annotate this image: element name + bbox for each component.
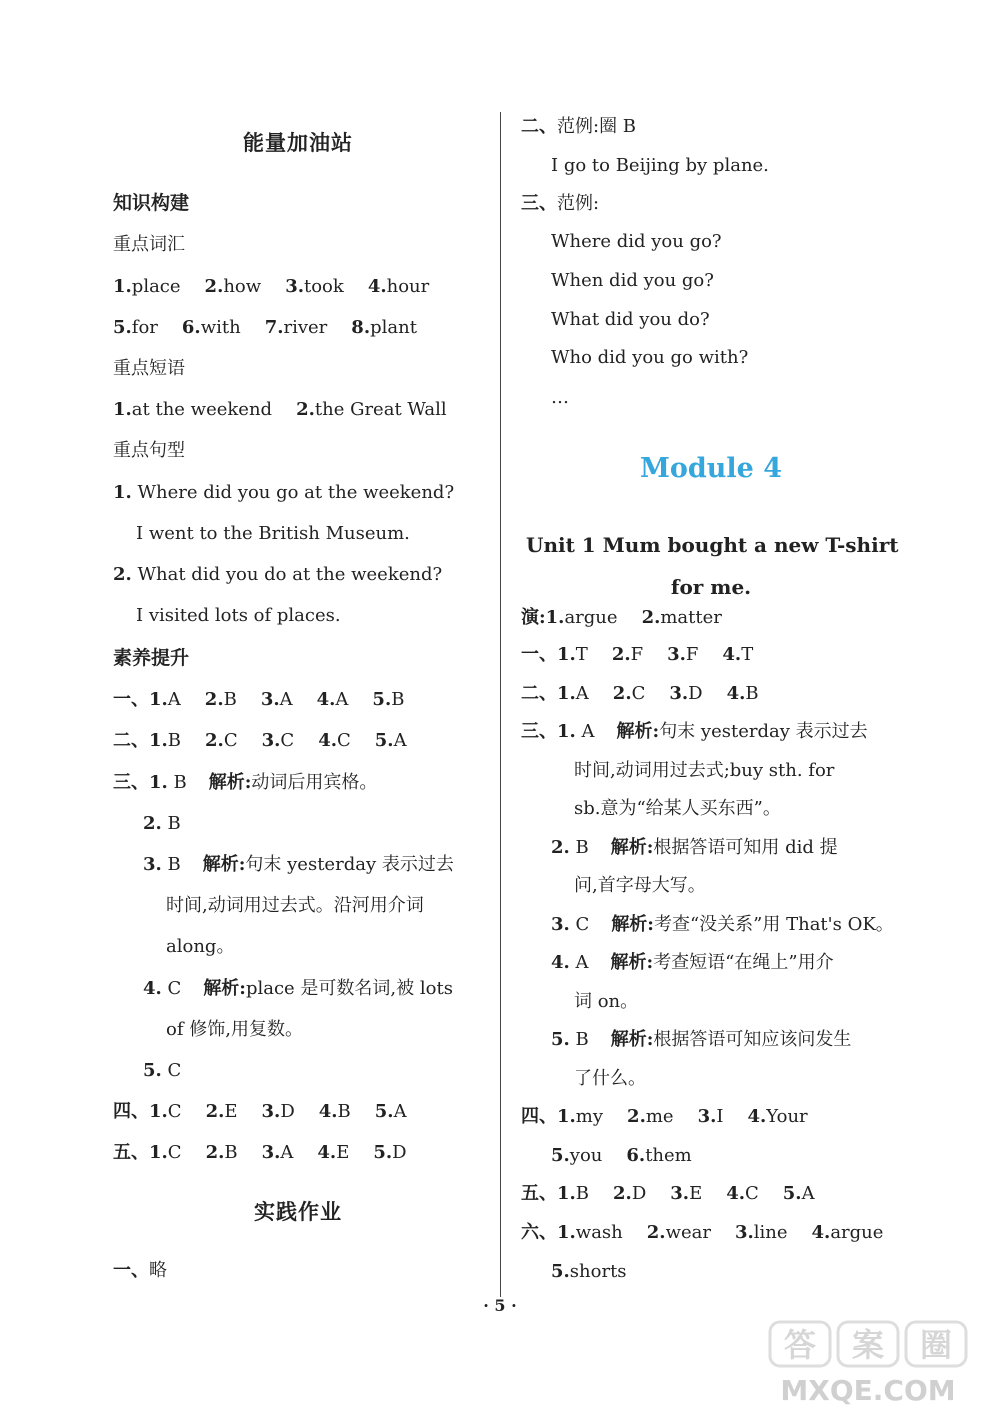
answer-item: 2.F <box>611 644 644 665</box>
answers-part-4: 四、1.C 2.E 3.D 4.B 5.A <box>113 1101 407 1122</box>
answer-item: 1.argue <box>545 607 618 628</box>
answers-part-3-3: 3. B 解析:句末 yesterday 表示过去 <box>143 854 454 875</box>
answers-q3-1-cont1: 时间,动词用过去式;buy sth. for <box>574 760 835 781</box>
watermark-text: MXQE.COM <box>780 1374 956 1407</box>
answer-item: 1.T <box>557 644 588 665</box>
answer-item: 2.matter <box>641 607 722 628</box>
vocab-row-1 <box>113 275 453 299</box>
answer-item: 3.I <box>697 1106 724 1127</box>
answer-item: 4.E <box>317 1142 350 1163</box>
answers-part-3-3-cont2: along。 <box>166 936 235 957</box>
answer-item: 5.you <box>551 1145 603 1166</box>
watermark-char: 圈 <box>919 1326 953 1364</box>
subheading-vocab: 重点词汇 <box>113 234 185 255</box>
vocab-row-2 <box>113 316 441 340</box>
answer-item: 5.B <box>372 689 405 710</box>
answers-q6-row1: 六、1.wash 2.wear 3.line 4.argue <box>521 1222 884 1243</box>
answer-item: 8.plant <box>351 317 417 338</box>
sentence-1-question: 1. Where did you go at the weekend? <box>113 482 455 503</box>
example-part-2-sentence: I go to Beijing by plane. <box>551 155 769 176</box>
answers-q3-4: 4. A 解析:考查短语“在绳上”用介 <box>551 952 834 973</box>
answers-q3-1-cont2: sb.意为“给某人买东西”。 <box>574 798 781 819</box>
answer-item: 1.C <box>149 1142 182 1163</box>
answers-q3-4-cont: 词 on。 <box>574 991 639 1012</box>
answers-yan: 演:1.argue 2.matter <box>521 607 722 628</box>
answer-item: 1.A <box>557 683 589 704</box>
subheading-phrases: 重点短语 <box>113 358 185 379</box>
answer-item: 3.A <box>260 689 293 710</box>
example-ellipsis: … <box>551 387 569 408</box>
answer-item: 4.argue <box>811 1222 884 1243</box>
answer-item: 3.E <box>670 1183 703 1204</box>
answer-item: 3.D <box>669 683 703 704</box>
answers-q3-2: 2. B 解析:根据答语可知用 did 提 <box>551 837 838 858</box>
answers-part-3-2: 2. B <box>143 813 181 834</box>
heading-literacy: 素养提升 <box>113 647 190 669</box>
answer-item: 1.B <box>557 1183 590 1204</box>
answers-q4-row2 <box>551 1144 716 1168</box>
answer-item: 4.hour <box>367 276 430 297</box>
answers-q3-1: 三、1. A 解析:句末 yesterday 表示过去 <box>521 721 868 742</box>
answer-item: 3.F <box>667 644 699 665</box>
watermark-char: 答 <box>783 1326 817 1364</box>
answer-item: 6.them <box>626 1145 692 1166</box>
answer-item: 1.at the weekend <box>113 399 273 420</box>
answer-item: 2.B <box>205 1142 238 1163</box>
watermark-char: 案 <box>851 1326 885 1364</box>
answer-item: 3.line <box>734 1222 788 1243</box>
answers-part-3-4-cont: of 修饰,用复数。 <box>166 1019 303 1040</box>
subheading-sentences: 重点句型 <box>113 440 185 461</box>
example-line: What did you do? <box>551 309 710 330</box>
answer-item: 3.C <box>261 730 295 751</box>
example-line: When did you go? <box>551 270 714 291</box>
answer-item: 4.A <box>316 689 349 710</box>
answer-item: 3.took <box>285 276 344 297</box>
answer-item: 1.place <box>113 276 181 297</box>
answers-q2: 二、1.A 2.C 3.D 4.B <box>521 683 759 704</box>
answer-item: 2.D <box>613 1183 647 1204</box>
module-heading: Module 4 <box>639 453 783 484</box>
answer-item: 5.A <box>782 1183 815 1204</box>
answer-item: 1.C <box>149 1101 182 1122</box>
answers-q5: 五、1.B 2.D 3.E 4.C 5.A <box>521 1183 815 1204</box>
section-title-practice: 实践作业 <box>254 1200 342 1224</box>
answers-part-2: 二、1.B 2.C 3.C 4.C 5.A <box>113 730 407 751</box>
answers-q3-3: 3. C 解析:考查“没关系”用 That's OK。 <box>551 914 894 935</box>
answers-part-3-4: 4. C 解析:place 是可数名词,被 lots <box>143 978 453 999</box>
example-part-3: 三、范例: <box>521 193 600 214</box>
answer-item: 5.shorts <box>551 1261 627 1282</box>
answer-item: 4.C <box>318 730 351 751</box>
column-divider <box>500 112 501 1297</box>
page-number: · 5 · <box>483 1296 517 1315</box>
answer-item: 4.Your <box>747 1106 808 1127</box>
answer-item: 5.for <box>113 317 158 338</box>
answer-item: 2.wear <box>646 1222 711 1243</box>
answer-item: 3.A <box>261 1142 294 1163</box>
answer-item: 1.A <box>149 689 181 710</box>
unit-heading-line-2: for me. <box>670 575 752 599</box>
answers-q1: 一、1.T 2.F 3.F 4.T <box>521 644 754 665</box>
answer-item: 1.my <box>557 1106 604 1127</box>
answer-item: 1.B <box>149 730 182 751</box>
practice-part-1: 一、略 <box>113 1260 167 1281</box>
answers-q3-2-cont: 问,首字母大写。 <box>574 875 706 896</box>
answer-item: 2.me <box>627 1106 674 1127</box>
answers-q3-5: 5. B 解析:根据答语可知应该问发生 <box>551 1029 852 1050</box>
example-line: Who did you go with? <box>551 347 749 368</box>
answer-item: 2.C <box>612 683 646 704</box>
section-title-energy: 能量加油站 <box>243 131 353 155</box>
answers-q4-row1: 四、1.my 2.me 3.I 4.Your <box>521 1106 808 1127</box>
answer-item: 2.E <box>205 1101 238 1122</box>
answers-part-3-1: 三、1. B 解析:动词后用宾格。 <box>113 772 378 793</box>
answer-item: 5.D <box>373 1142 407 1163</box>
heading-knowledge: 知识构建 <box>113 192 190 214</box>
example-part-2: 二、范例:圈 B <box>521 116 637 137</box>
answer-item: 2.C <box>205 730 238 751</box>
answer-item: 4.T <box>722 644 754 665</box>
answers-part-3-5: 5. C <box>143 1060 182 1081</box>
answer-item: 3.D <box>261 1101 295 1122</box>
answer-item: 7.river <box>264 317 328 338</box>
answers-part-5: 五、1.C 2.B 3.A 4.E 5.D <box>113 1142 407 1163</box>
sentence-2-answer: I visited lots of places. <box>136 605 341 626</box>
answer-item: 5.A <box>374 730 407 751</box>
answer-item: 2.the Great Wall <box>296 399 447 420</box>
example-line: Where did you go? <box>551 231 722 252</box>
answer-item: 1.wash <box>557 1222 623 1243</box>
answer-item: 4.C <box>726 1183 759 1204</box>
answers-q6-row2 <box>551 1260 651 1284</box>
answer-item: 4.B <box>318 1101 351 1122</box>
watermark-logo <box>750 1318 980 1408</box>
sentence-2-question: 2. What did you do at the weekend? <box>113 564 443 585</box>
sentence-1-answer: I went to the British Museum. <box>136 523 410 544</box>
answers-part-3-3-cont1: 时间,动词用过去式。沿河用介词 <box>166 895 424 916</box>
answers-q3-5-cont: 了什么。 <box>574 1068 646 1089</box>
answer-item: 2.B <box>204 689 237 710</box>
unit-heading-line-1: Unit 1 Mum bought a new T-shirt <box>526 533 899 557</box>
answers-part-1: 一、1.A 2.B 3.A 4.A 5.B <box>113 689 405 710</box>
phrases-row <box>113 398 471 422</box>
answer-item: 6.with <box>181 317 241 338</box>
answer-item: 4.B <box>726 683 759 704</box>
answer-item: 5.A <box>374 1101 407 1122</box>
answer-item: 2.how <box>204 276 262 297</box>
